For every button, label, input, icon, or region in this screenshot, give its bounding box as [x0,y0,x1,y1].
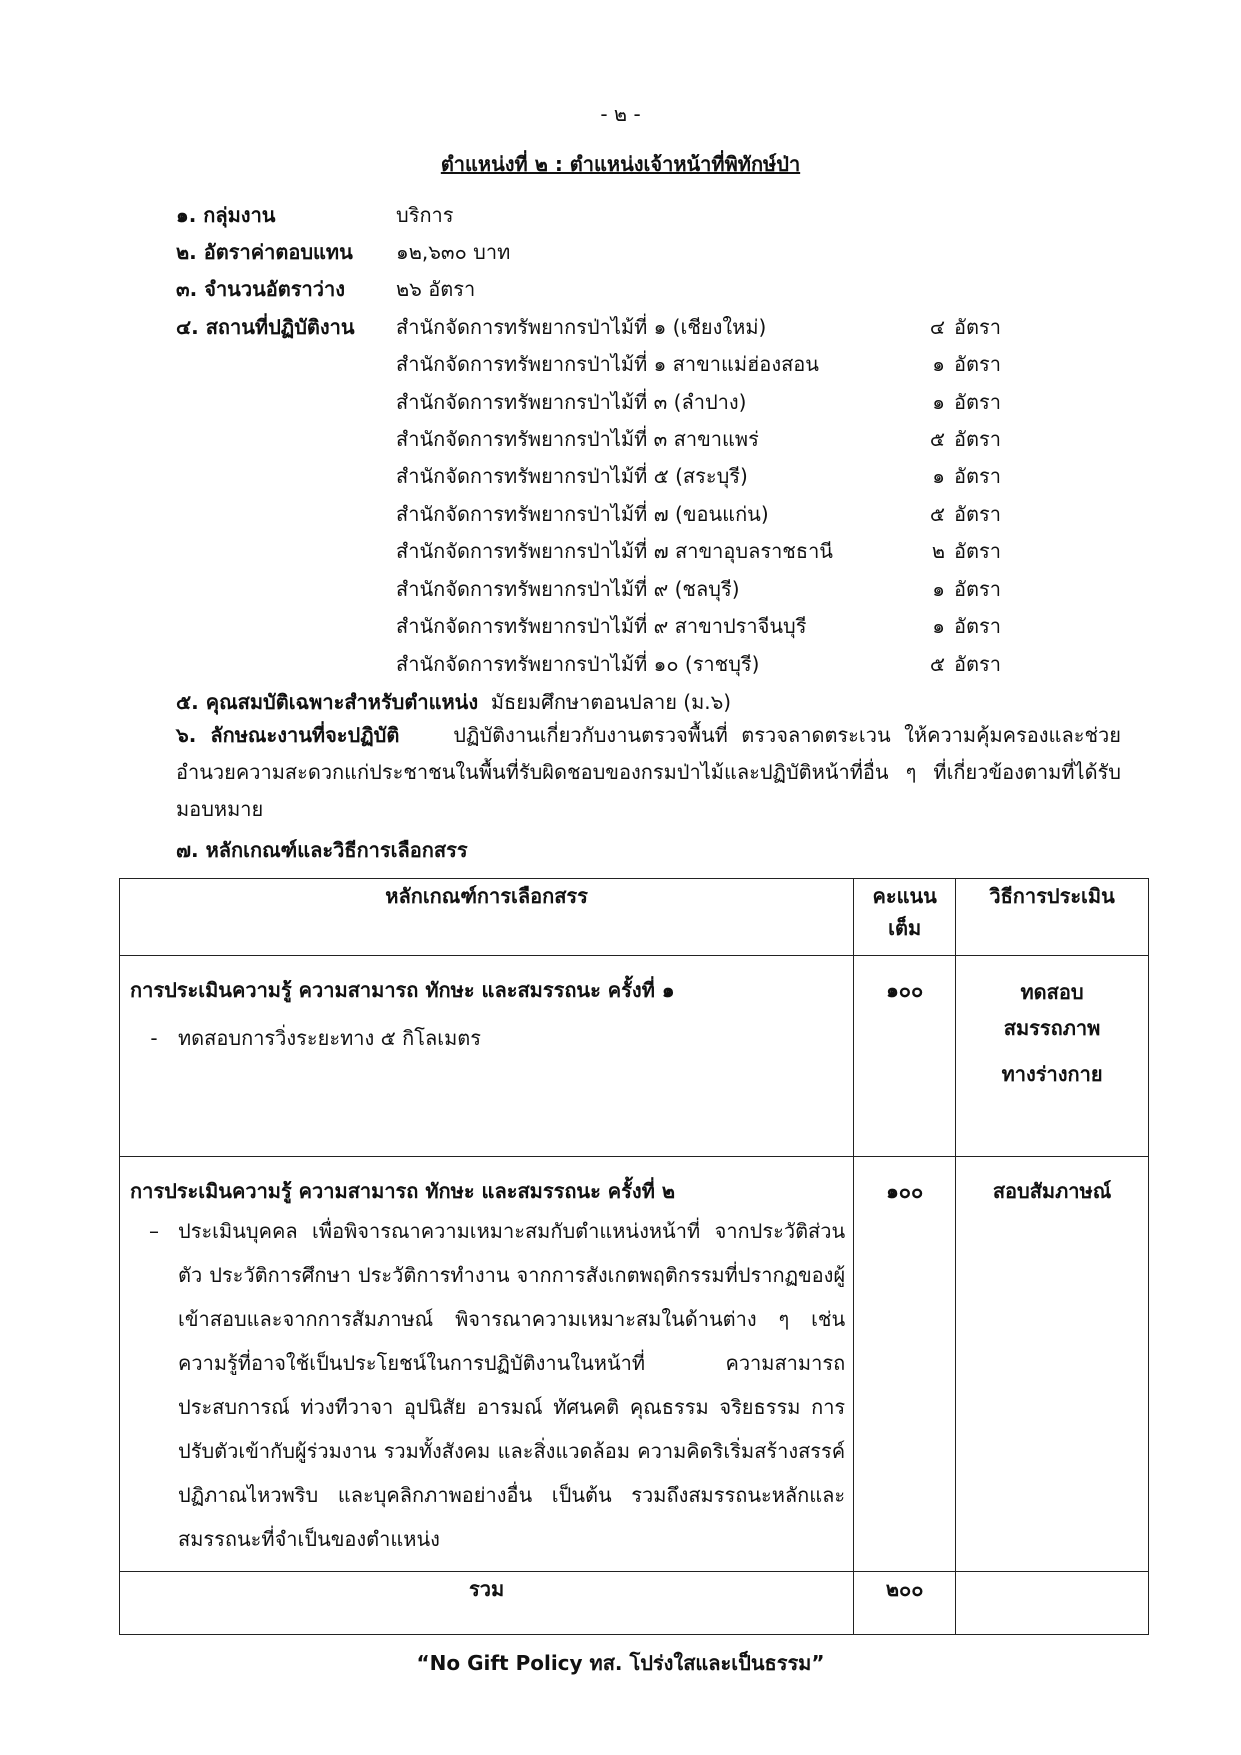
qualification-label: ๕. คุณสมบัติเฉพาะสำหรับตำแหน่ง [176,690,479,714]
method-line: ทดสอบ [1020,980,1084,1004]
criteria-detail [130,1209,845,1561]
header-criteria: หลักเกณฑ์การเลือกสรร [120,879,854,956]
work-group-label: ๑. กลุ่มงาน [176,203,276,227]
location-count: ๑ [932,352,945,376]
bullet-dash: - [150,1026,158,1050]
location-unit: อัตรา [954,652,1001,676]
criteria-detail-text: ทดสอบการวิ่งระยะทาง ๕ กิโลเมตร [178,1026,481,1050]
location-name: สำนักจัดการทรัพยากรป่าไม้ที่ ๙ (ชลบุรี) [396,577,740,601]
location-unit: อัตรา [954,315,1001,339]
location-unit: อัตรา [954,427,1001,451]
location-unit: อัตรา [954,614,1001,638]
location-count: ๑ [932,614,945,638]
total-label: รวม [120,1572,854,1635]
location-unit: อัตรา [954,502,1001,526]
location-name: สำนักจัดการทรัพยากรป่าไม้ที่ ๙ สาขาปราจีนบุรี [396,614,807,638]
score-cell: ๑๐๐ [854,956,956,1157]
method-line: ทางร่างกาย [1001,1062,1103,1086]
header-score [854,879,956,956]
qualification-value: มัธยมศึกษาตอนปลาย (ม.๖) [490,690,732,714]
bullet-dash: – [149,1219,159,1243]
compensation-label: ๒. อัตราค่าตอบแทน [176,240,353,264]
location-name: สำนักจัดการทรัพยากรป่าไม้ที่ ๗ สาขาอุบลราชธานี [396,539,833,563]
location-unit: อัตรา [954,539,1001,563]
location-count: ๕ [929,652,945,676]
location-name: สำนักจัดการทรัพยากรป่าไม้ที่ ๑ (เชียงใหม่) [396,315,767,339]
location-count: ๒ [931,539,945,563]
header-method: วิธีการประเมิน [956,879,1149,956]
workplace-label: ๔. สถานที่ปฏิบัติงาน [176,315,355,339]
location-name: สำนักจัดการทรัพยากรป่าไม้ที่ ๓ (ลำปาง) [396,390,747,414]
criteria-cell [120,956,854,1157]
selection-heading: ๗. หลักเกณฑ์และวิธีการเลือกสรร [176,838,468,862]
location-name: สำนักจัดการทรัพยากรป่าไม้ที่ ๑ สาขาแม่ฮ่องสอน [396,352,819,376]
location-name: สำนักจัดการทรัพยากรป่าไม้ที่ ๗ (ขอนแก่น) [396,502,769,526]
criteria-title: การประเมินความรู้ ความสามารถ ทักษะ และสมรรถนะ ครั้งที่ ๒ [130,1179,676,1203]
footer-slogan: “No Gift Policy ทส. โปร่งใสและเป็นธรรม” [416,1651,825,1675]
location-unit: อัตรา [954,390,1001,414]
location-name: สำนักจัดการทรัพยากรป่าไม้ที่ ๕ (สระบุรี) [396,464,748,488]
location-count: ๕ [929,427,945,451]
method-cell: สอบสัมภาษณ์ [956,1157,1149,1572]
duties-text: ปฏิบัติงานเกี่ยวกับงานตรวจพื้นที่ ตรวจลาดตระเวน ให้ความคุ้มครองและช่วยอำนวยความสะดวกแก่ประชาชนในพื้นที่รับผิดชอบของกรมป่าไม้และปฏิบัติหน้าที่อื่น ๆ ที่เกี่ยวข้องตามที่ได้รับมอบหมาย [176,723,1121,821]
total-row [120,1572,1149,1635]
duties-paragraph [176,717,1121,828]
page-number: - ๒ - [600,102,641,126]
location-count: ๕ [929,502,945,526]
total-method-empty [956,1572,1149,1635]
work-group-value: บริการ [396,203,454,227]
criteria-title: การประเมินความรู้ ความสามารถ ทักษะ และสมรรถนะ ครั้งที่ ๑ [130,978,675,1002]
header-score-line2: เต็ม [888,916,922,940]
method-cell [956,956,1149,1157]
location-count: ๑ [932,464,945,488]
location-name: สำนักจัดการทรัพยากรป่าไม้ที่ ๑๐ (ราชบุรี) [396,652,760,676]
criteria-cell [120,1157,854,1572]
selection-criteria-table [119,878,1149,1635]
position-title: ตำแหน่งที่ ๒ : ตำแหน่งเจ้าหน้าที่พิทักษ์ป่า [440,152,801,176]
vacancy-value: ๒๖ อัตรา [396,277,476,301]
table-header-row [120,879,1149,956]
compensation-value: ๑๒,๖๓๐ บาท [396,240,511,264]
qualification-line [176,686,731,718]
table-row [120,956,1149,1157]
table-row [120,1157,1149,1572]
location-unit: อัตรา [954,577,1001,601]
location-count: ๑ [932,390,945,414]
total-score: ๒๐๐ [854,1572,956,1635]
location-unit: อัตรา [954,352,1001,376]
criteria-detail [130,1026,845,1050]
score-cell: ๑๐๐ [854,1157,956,1572]
location-count: ๑ [932,577,945,601]
vacancy-label: ๓. จำนวนอัตราว่าง [176,277,345,301]
location-count: ๔ [929,315,945,339]
header-score-line1: คะแนน [872,884,937,908]
location-name: สำนักจัดการทรัพยากรป่าไม้ที่ ๓ สาขาแพร่ [396,427,759,451]
duties-label: ๖. ลักษณะงานที่จะปฏิบัติ [176,723,400,747]
method-line: สมรรถภาพ [1003,1016,1101,1040]
location-unit: อัตรา [954,464,1001,488]
criteria-detail-text: ประเมินบุคคล เพื่อพิจารณาความเหมาะสมกับตำแหน่งหน้าที่ จากประวัติส่วนตัว ประวัติการศึกษา ประวัติการทำงาน จากการสังเกตพฤติกรรมที่ปรากฏของผู้เข้าสอบและจากการสัมภาษณ์ พิจารณาความเหมาะสมในด้านต่าง ๆ เช่น ความรู้ที่อาจใช้เป็นประโยชน์ในการปฏิบัติงานในหน้าที่ ความสามารถ ประสบการณ์ ท่วงทีวาจา อุปนิสัย อารมณ์ ทัศนคติ คุณธรรม จริยธรรม การปรับตัวเข้ากับผู้ร่วมงาน รวมทั้งสังคม และสิ่งแวดล้อม ความคิดริเริ่มสร้างสรรค์ ปฏิภาณไหวพริบ และบุคลิกภาพอย่างอื่น เป็นต้น รวมถึงสมรรถนะหลักและสมรรถนะที่จำเป็นของตำแหน่ง [178,1219,846,1551]
